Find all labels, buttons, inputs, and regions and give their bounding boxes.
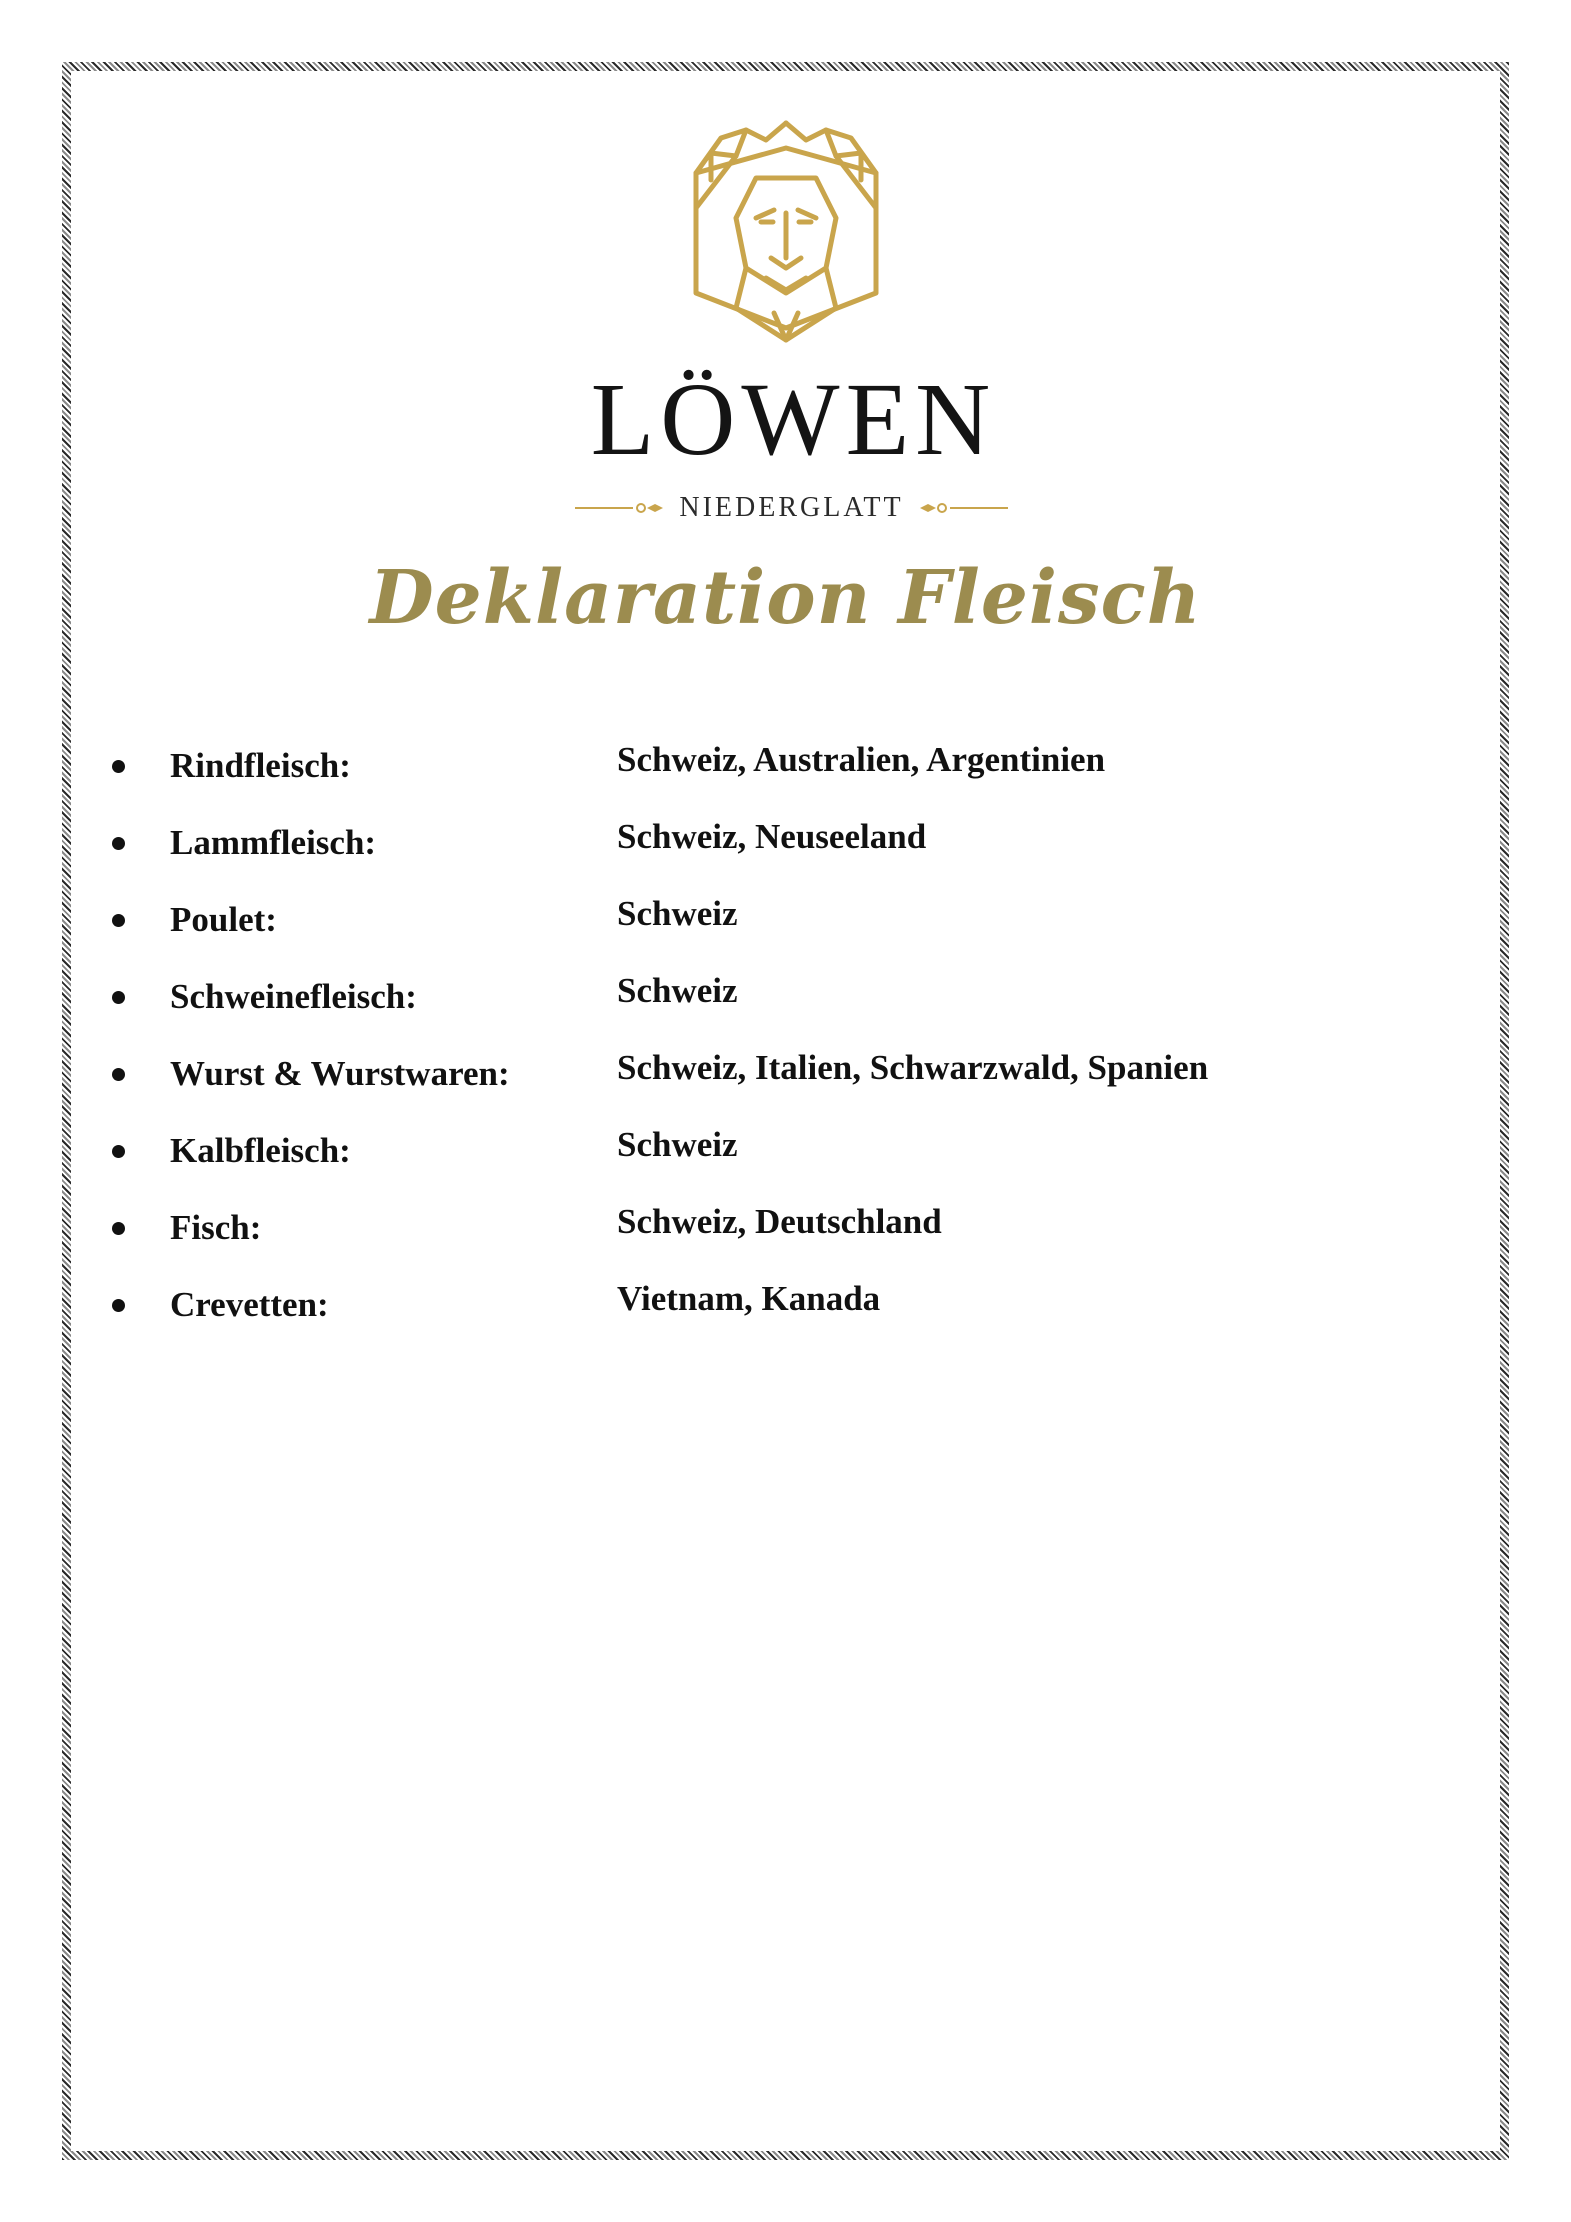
bullet-icon <box>112 760 125 773</box>
meat-origin: Schweiz <box>617 1125 738 1164</box>
meat-type: Crevetten: <box>170 1285 329 1324</box>
bullet-icon <box>112 914 125 927</box>
declaration-list <box>112 742 1412 1358</box>
meat-origin: Schweiz <box>617 971 738 1010</box>
brand-name: LÖWEN <box>590 362 997 477</box>
brand-subtitle: NIEDERGLATT <box>679 492 904 523</box>
meat-origin: Schweiz, Australien, Argentinien <box>617 740 1106 779</box>
lion-emblem-icon <box>676 118 896 348</box>
meat-type: Rindfleisch: <box>170 746 351 785</box>
meat-type: Kalbfleisch: <box>170 1131 351 1170</box>
bullet-icon <box>112 1068 125 1081</box>
bullet-icon <box>112 1145 125 1158</box>
meat-type: Lammfleisch: <box>170 823 377 862</box>
meat-origin: Schweiz, Neuseeland <box>617 817 927 856</box>
meat-origin: Vietnam, Kanada <box>617 1279 881 1318</box>
list-item <box>112 742 1412 819</box>
meat-origin: Schweiz, Italien, Schwarzwald, Spanien <box>617 1048 1209 1087</box>
list-item <box>112 973 1412 1050</box>
ornament-right-icon <box>918 501 1008 515</box>
page-title: Deklaration Fleisch <box>369 555 1202 641</box>
list-item <box>112 896 1412 973</box>
meat-type: Fisch: <box>170 1208 262 1247</box>
meat-origin: Schweiz, Deutschland <box>617 1202 942 1241</box>
bullet-icon <box>112 1299 125 1312</box>
list-item <box>112 819 1412 896</box>
bullet-icon <box>112 837 125 850</box>
list-item <box>112 1281 1412 1358</box>
meat-type: Poulet: <box>170 900 277 939</box>
list-item <box>112 1204 1412 1281</box>
bullet-icon <box>112 991 125 1004</box>
ornament-left-icon <box>575 501 665 515</box>
meat-type: Wurst & Wurstwaren: <box>170 1054 510 1093</box>
logo <box>0 118 1571 524</box>
list-item <box>112 1050 1412 1127</box>
list-item <box>112 1127 1412 1204</box>
brand-subtitle-row <box>6 492 1571 524</box>
meat-type: Schweinefleisch: <box>170 977 417 1016</box>
bullet-icon <box>112 1222 125 1235</box>
meat-origin: Schweiz <box>617 894 738 933</box>
